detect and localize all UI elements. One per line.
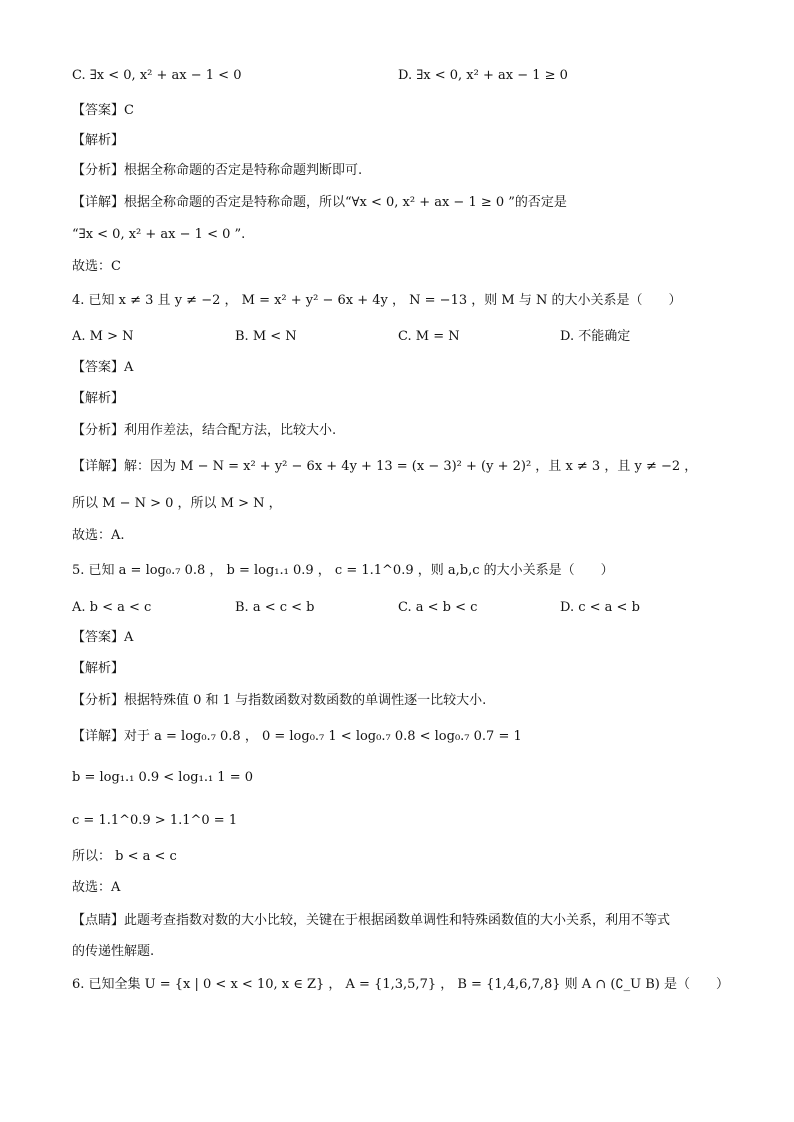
q4-analysis-label: 【解析】: [72, 391, 125, 406]
q5-analysis-label: 【解析】: [72, 661, 125, 676]
q3-answer: 【答案】C: [72, 103, 134, 118]
q4-xiangjie-2: 所以 M − N > 0 ，所以 M > N ，: [72, 496, 282, 511]
q5-option-c: C. a < b < c: [398, 600, 478, 615]
q3-xiangjie-1: 【详解】根据全称命题的否定是特称命题，所以“∀x < 0, x² + ax − 1 ≥ 0 ”的否定是: [72, 195, 567, 210]
q5-answer: 【答案】A: [72, 630, 134, 645]
q5-dianjing-1: 【点睛】此题考查指数对数的大小比较，关键在于根据函数单调性和特殊函数值的大小关系，利用不等式: [72, 913, 671, 928]
q3-option-d: D. ∃x < 0, x² + ax − 1 ≥ 0: [398, 68, 568, 83]
q4-option-a: A. M > N: [72, 329, 134, 344]
q3-analysis-label: 【解析】: [72, 133, 125, 148]
q5-option-a: A. b < a < c: [72, 600, 152, 615]
q4-option-c: C. M = N: [398, 329, 460, 344]
q4-option-b: B. M < N: [235, 329, 297, 344]
q4-xiangjie-1: 【详解】解：因为 M − N = x² + y² − 6x + 4y + 13 = (x − 3)² + (y + 2)² ，且 x ≠ 3 ，且 y ≠ −2 ，: [72, 459, 698, 474]
q5-line-b: b = log₁.₁ 0.9 < log₁.₁ 1 = 0: [72, 770, 253, 785]
q3-xiangjie-2: “∃x < 0, x² + ax − 1 < 0 ”.: [72, 227, 246, 242]
q5-conclusion: 所以： b < a < c: [72, 849, 177, 864]
q5-stem: 5. 已知 a = log₀.₇ 0.8 ， b = log₁.₁ 0.9 ， c = 1.1^0.9 ，则 a,b,c 的大小关系是（ ）: [72, 563, 614, 578]
q5-option-b: B. a < c < b: [235, 600, 315, 615]
q4-option-d: D. 不能确定: [560, 329, 631, 344]
q4-answer: 【答案】A: [72, 360, 134, 375]
q5-option-d: D. c < a < b: [560, 600, 640, 615]
q5-xiangjie-1: 【详解】对于 a = log₀.₇ 0.8 ， 0 = log₀.₇ 1 < log₀.₇ 0.8 < log₀.₇ 0.7 = 1: [72, 729, 522, 744]
q4-stem: 4. 已知 x ≠ 3 且 y ≠ −2 ， M = x² + y² − 6x + 4y ， N = −13 ，则 M 与 N 的大小关系是（ ）: [72, 293, 682, 308]
q3-option-c: C. ∃x < 0, x² + ax − 1 < 0: [72, 68, 242, 83]
q5-line-c: c = 1.1^0.9 > 1.1^0 = 1: [72, 813, 238, 828]
q5-fenxi: 【分析】根据特殊值 0 和 1 与指数函数对数函数的单调性逐一比较大小.: [72, 693, 487, 708]
q5-dianjing-2: 的传递性解题.: [72, 944, 155, 959]
q4-choose: 故选：A.: [72, 528, 125, 543]
q3-fenxi: 【分析】根据全称命题的否定是特称命题判断即可.: [72, 163, 363, 178]
q5-choose: 故选：A: [72, 880, 121, 895]
q4-fenxi: 【分析】利用作差法，结合配方法，比较大小.: [72, 423, 337, 438]
q6-stem: 6. 已知全集 U = {x | 0 < x < 10, x ∈ Z} ， A = {1,3,5,7} ， B = {1,4,6,7,8} 则 A ∩ (∁_U B) 是（ ）: [72, 977, 730, 992]
q3-choose: 故选：C: [72, 259, 121, 274]
